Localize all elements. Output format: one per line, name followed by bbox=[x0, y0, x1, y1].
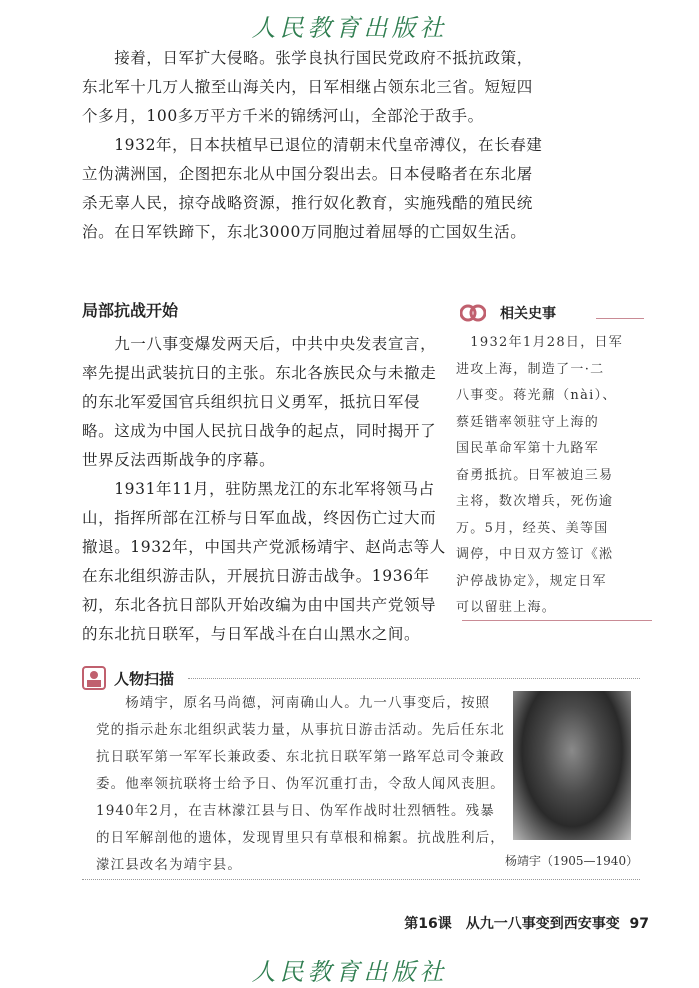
text-line: 杀无辜人民，掠夺战略资源，推行奴化教育，实施残酷的殖民统 bbox=[82, 194, 533, 212]
text-line: 1932年，日本扶植早已退位的清朝末代皇帝溥仪，在长春建 bbox=[82, 136, 543, 154]
profile-text bbox=[96, 690, 505, 879]
divider bbox=[596, 318, 644, 319]
divider bbox=[82, 879, 640, 880]
text-line: 山，指挥所部在江桥与日军血战，终因伤亡过大而 bbox=[82, 509, 437, 527]
text-line: 1931年11月，驻防黑龙江的东北军将领马占 bbox=[82, 480, 435, 498]
section-text bbox=[82, 330, 446, 649]
text-line: 东北军十几万人撤至山海关内，日军相继占领东北三省。短短四 bbox=[82, 78, 533, 96]
text-line: 万。5月，经英、美等国 bbox=[456, 520, 609, 536]
text-line: 1932年1月28日，日军 bbox=[456, 335, 624, 350]
text-line: 个多月，100多万平方千米的锦绣河山，全部沦于敌手。 bbox=[82, 107, 484, 125]
person-icon bbox=[82, 666, 106, 690]
text-line: 初，东北各抗日部队开始改编为由中国共产党领导 bbox=[82, 596, 437, 614]
page-number: 97 bbox=[629, 916, 649, 932]
text-line: 治。在日军铁蹄下，东北3000万同胞过着屈辱的亡国奴生活。 bbox=[82, 223, 527, 241]
text-line: 党的指示赴东北组织武装力量，从事抗日游击活动。先后任东北 bbox=[96, 722, 505, 738]
text-line: 接着，日军扩大侵略。张学良执行国民党政府不抵抗政策， bbox=[82, 49, 533, 67]
photo-caption: 杨靖宇（1905—1940） bbox=[505, 854, 639, 868]
lesson-title: 第16课 从九一八事变到西安事变 bbox=[404, 916, 620, 932]
text-line: 立伪满洲国，企图把东北从中国分裂出去。日本侵略者在东北屠 bbox=[82, 165, 533, 183]
text-line: 世界反法西斯战争的序幕。 bbox=[82, 451, 276, 469]
text-line: 略。这成为中国人民抗日战争的起点，同时揭开了 bbox=[82, 422, 437, 440]
text-line: 可以留驻上海。 bbox=[456, 600, 557, 615]
sidebar-title: 相关史事 bbox=[500, 306, 556, 322]
section-heading: 局部抗战开始 bbox=[82, 301, 179, 320]
publisher-logo-bottom: 人民教育出版社 bbox=[251, 958, 448, 986]
portrait-photo bbox=[513, 691, 631, 840]
text-line: 奋勇抵抗。日军被迫三易 bbox=[456, 467, 614, 483]
text-line: 调停，中日双方签订《淞 bbox=[456, 547, 614, 562]
profile-title: 人物扫描 bbox=[114, 670, 175, 688]
text-line: 国民革命军第十九路军 bbox=[456, 441, 600, 456]
divider bbox=[188, 678, 640, 679]
text-line: 1940年2月，在吉林濛江县与日、伪军作战时壮烈牺牲。残暴 bbox=[96, 803, 495, 819]
text-line: 主将，数次增兵，死伤逾 bbox=[456, 494, 614, 509]
text-line: 八事变。蒋光鼐（nài）、 bbox=[456, 388, 617, 403]
text-line: 撤退。1932年，中国共产党派杨靖宇、赵尚志等人 bbox=[82, 538, 446, 556]
intro-text bbox=[82, 44, 542, 247]
divider bbox=[462, 620, 652, 621]
text-line: 委。他率领抗联将士给予日、伪军沉重打击，令敌人闻风丧胆。 bbox=[96, 776, 505, 792]
text-line: 蔡廷锴率领驻守上海的 bbox=[456, 414, 600, 430]
page-footer bbox=[404, 913, 649, 933]
text-line: 进攻上海，制造了一·二 bbox=[456, 361, 605, 377]
publisher-logo-top: 人民教育出版社 bbox=[251, 14, 448, 42]
text-line: 在东北组织游击队，开展抗日游击战争。1936年 bbox=[82, 567, 430, 585]
text-line: 九一八事变爆发两天后，中共中央发表宣言， bbox=[82, 335, 437, 353]
text-line: 的东北军爱国官兵组织抗日义勇军，抵抗日军侵 bbox=[82, 393, 421, 411]
text-line: 的东北抗日联军，与日军战斗在白山黑水之间。 bbox=[82, 625, 421, 643]
text-line: 濛江县改名为靖宇县。 bbox=[96, 857, 242, 873]
text-line: 沪停战协定》，规定日军 bbox=[456, 573, 607, 589]
text-line: 杨靖宇，原名马尚德，河南确山人。九一八事变后，按照 bbox=[96, 695, 491, 711]
related-history-icon bbox=[460, 302, 486, 324]
text-line: 的日军解剖他的遗体，发现胃里只有草根和棉絮。抗战胜利后， bbox=[96, 830, 505, 846]
text-line: 抗日联军第一军军长兼政委、东北抗日联军第一路军总司令兼政 bbox=[96, 749, 505, 765]
text-line: 率先提出武装抗日的主张。东北各族民众与未撤走 bbox=[82, 364, 437, 382]
